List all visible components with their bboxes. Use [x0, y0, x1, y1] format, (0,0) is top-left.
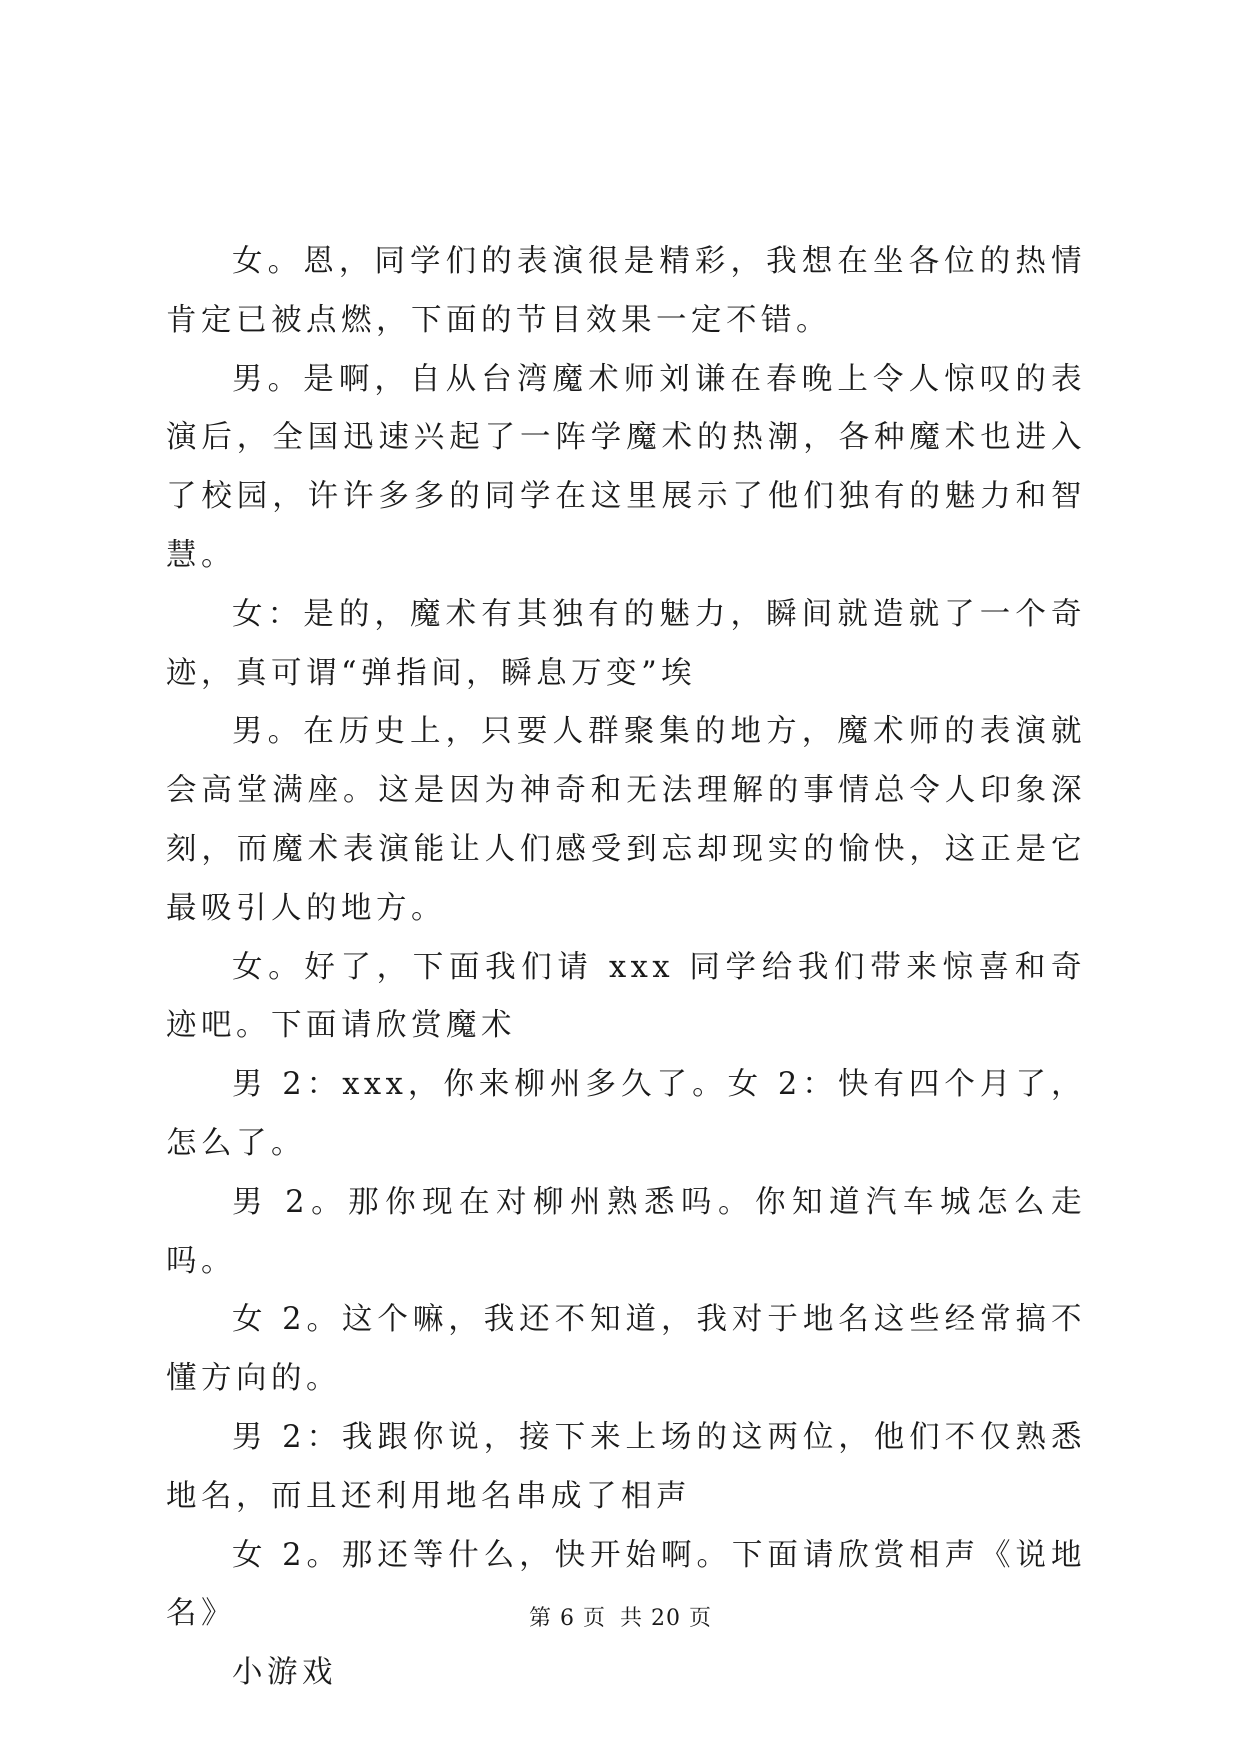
page-number: 第 6 页: [529, 1606, 606, 1631]
paragraph: 女。恩，同学们的表演很是精彩，我想在坐各位的热情肯定已被点燃，下面的节目效果一定不错。: [166, 244, 1086, 338]
paragraph: 女 2。那还等什么，快开始啊。下面请欣赏相声《说地名》: [166, 1537, 1086, 1632]
paragraph: 男。在历史上，只要人群聚集的地方，魔术师的表演就会高堂满座。这是因为神奇和无法理解的事情总令人印象深刻，而魔术表演能让人们感受到忘却现实的愉快，这正是它最吸引人的地方。: [166, 714, 1086, 926]
paragraph: 男 2：我跟你说，接下来上场的这两位，他们不仅熟悉地名，而且还利用地名串成了相声: [166, 1419, 1086, 1514]
page-footer: [0, 1604, 1241, 1634]
paragraph: 男 2：xxx，你来柳州多久了。女 2：快有四个月了，怎么了。: [166, 1067, 1086, 1161]
paragraph: 女：是的，魔术有其独有的魅力，瞬间就造就了一个奇迹，真可谓“弹指间，瞬息万变”埃: [166, 596, 1086, 691]
paragraph: 男。是啊，自从台湾魔术师刘谦在春晚上令人惊叹的表演后，全国迅速兴起了一阵学魔术的热潮，各种魔术也进入了校园，许许多多的同学在这里展示了他们独有的魅力和智慧。: [166, 361, 1086, 573]
paragraph: 男 2。那你现在对柳州熟悉吗。你知道汽车城怎么走吗。: [166, 1184, 1086, 1279]
paragraph: 女。好了，下面我们请 xxx 同学给我们带来惊喜和奇迹吧。下面请欣赏魔术: [166, 949, 1086, 1044]
page-total: 共 20 页: [620, 1606, 712, 1631]
paragraph: 女 2。这个嘛，我还不知道，我对于地名这些经常搞不懂方向的。: [166, 1302, 1086, 1397]
document-body: [166, 233, 1086, 1703]
paragraph: 小游戏: [232, 1655, 337, 1691]
